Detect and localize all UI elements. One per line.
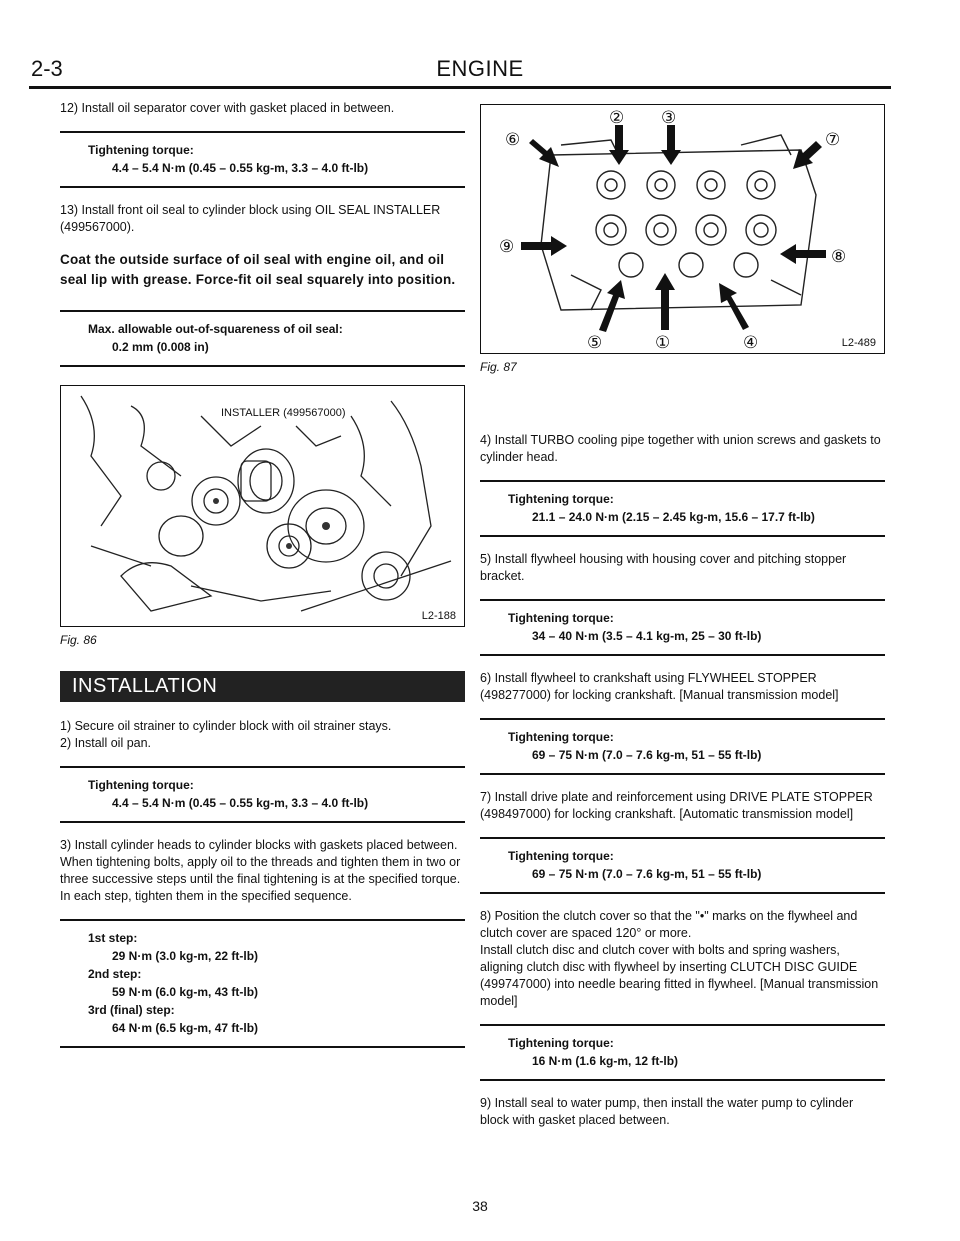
mark-8: ⑧ <box>831 247 847 267</box>
spec-box-8 <box>480 1024 885 1081</box>
spec-box-oil-pan <box>60 766 465 823</box>
figure-code: L2-188 <box>421 610 456 622</box>
step-value: 64 N·m (6.5 kg-m, 47 ft-lb) <box>112 1021 259 1035</box>
figure-caption: Fig. 86 <box>60 633 97 647</box>
page-title: ENGINE <box>436 56 524 81</box>
figure-caption: Fig. 87 <box>480 360 517 374</box>
right-column <box>480 104 885 1129</box>
spec-box-head-steps <box>60 919 465 1048</box>
mark-1: ① <box>655 333 671 351</box>
mark-4: ④ <box>743 333 759 351</box>
install-step-3-note: When tightening bolts, apply oil to the threads and tighten them in two or three successive steps until the final tightening is at the specified torque. <box>60 855 461 886</box>
step-value: 29 N·m (3.0 kg-m, 22 ft-lb) <box>112 949 259 963</box>
mark-5: ⑤ <box>587 333 603 351</box>
spec-value: 69 – 75 N·m (7.0 – 7.6 kg-m, 51 – 55 ft-lb) <box>532 748 762 762</box>
spec-label: Tightening torque: <box>508 611 614 625</box>
spec-box-4 <box>480 480 885 537</box>
step-4: 4) Install TURBO cooling pipe together with union screws and gaskets to cylinder head. <box>480 433 881 464</box>
figure-86 <box>60 385 465 627</box>
step-5: 5) Install flywheel housing with housing cover and pitching stopper bracket. <box>480 552 847 583</box>
spec-box-7 <box>480 837 885 894</box>
step-6: 6) Install flywheel to crankshaft using FLYWHEEL STOPPER (498277000) for locking crankshaft. [Manual transmission model] <box>480 671 839 702</box>
spec-box-6 <box>480 718 885 775</box>
step-7: 7) Install drive plate and reinforcement using DRIVE PLATE STOPPER (498497000) for locking crankshaft. [Automatic transmission model] <box>480 790 873 821</box>
mark-7: ⑦ <box>825 130 841 150</box>
step-label: 2nd step: <box>88 967 142 981</box>
spec-label: Tightening torque: <box>508 730 614 744</box>
spec-box-5 <box>480 599 885 656</box>
spec-value: 0.2 mm (0.008 in) <box>112 340 209 354</box>
spec-label: Tightening torque: <box>508 1036 614 1050</box>
spec-value: 69 – 75 N·m (7.0 – 7.6 kg-m, 51 – 55 ft-lb) <box>532 867 762 881</box>
installer-label: INSTALLER (499567000) <box>221 407 346 419</box>
install-step-3: 3) Install cylinder heads to cylinder blocks with gaskets placed between. <box>60 838 458 852</box>
figure-code: L2-489 <box>841 337 876 349</box>
spec-label: Tightening torque: <box>88 778 194 792</box>
section-banner: INSTALLATION <box>60 671 465 702</box>
cylinder-head-sequence-illustration <box>481 105 884 351</box>
mark-6: ⑥ <box>505 130 521 150</box>
step-value: 59 N·m (6.0 kg-m, 43 ft-lb) <box>112 985 259 999</box>
oil-seal-installer-illustration <box>61 386 464 624</box>
mark-9: ⑨ <box>499 237 515 257</box>
spec-value: 4.4 – 5.4 N·m (0.45 – 0.55 kg-m, 3.3 – 4.0 ft-lb) <box>112 161 369 175</box>
spec-value: 16 N·m (1.6 kg-m, 12 ft-lb) <box>532 1054 679 1068</box>
mark-2: ② <box>609 108 625 128</box>
spec-box-12 <box>60 131 465 188</box>
spec-label: Tightening torque: <box>508 492 614 506</box>
install-step-2: 2) Install oil pan. <box>60 736 152 750</box>
spec-value: 21.1 – 24.0 N·m (2.15 – 2.45 kg-m, 15.6 – 17.7 ft-lb) <box>532 510 815 524</box>
step-9: 9) Install seal to water pump, then install the water pump to cylinder block with gasket placed between. <box>480 1096 854 1127</box>
spec-label: Tightening torque: <box>508 849 614 863</box>
step-12: 12) Install oil separator cover with gasket placed in between. <box>60 101 395 115</box>
install-step-1: 1) Secure oil strainer to cylinder block with oil strainer stays. <box>60 719 392 733</box>
step-8-note: Install clutch disc and clutch cover with bolts and spring washers, aligning clutch disc with flywheel by inserting CLUTCH DISC GUIDE (499747000) into needle bearing fitted in flywheel. [Manual transmission model] <box>480 943 879 1008</box>
step-8: 8) Position the clutch cover so that the "•" marks on the flywheel and clutch cover are spaced 120° or more. <box>480 909 858 940</box>
step-13: 13) Install front oil seal to cylinder block using OIL SEAL INSTALLER (499567000). <box>60 203 441 234</box>
figure-87 <box>480 104 885 354</box>
step-label: 1st step: <box>88 931 138 945</box>
step-label: 3rd (final) step: <box>88 1003 175 1017</box>
spec-box-13 <box>60 310 465 367</box>
page-number: 38 <box>472 1198 488 1214</box>
section-number: 2-3 <box>31 56 63 81</box>
spec-value: 34 – 40 N·m (3.5 – 4.1 kg-m, 25 – 30 ft-lb) <box>532 629 762 643</box>
header-rule <box>29 86 891 89</box>
spec-label: Tightening torque: <box>88 143 194 157</box>
spec-value: 4.4 – 5.4 N·m (0.45 – 0.55 kg-m, 3.3 – 4.0 ft-lb) <box>112 796 369 810</box>
mark-3: ③ <box>661 108 677 128</box>
spec-label: Max. allowable out-of-squareness of oil seal: <box>88 322 343 336</box>
left-column <box>60 100 465 1062</box>
caution-note: Coat the outside surface of oil seal with engine oil, and oil seal lip with grease. Force-fit oil seal squarely into position. <box>60 252 456 287</box>
install-step-3-sequence: In each step, tighten them in the specified sequence. <box>60 889 352 903</box>
